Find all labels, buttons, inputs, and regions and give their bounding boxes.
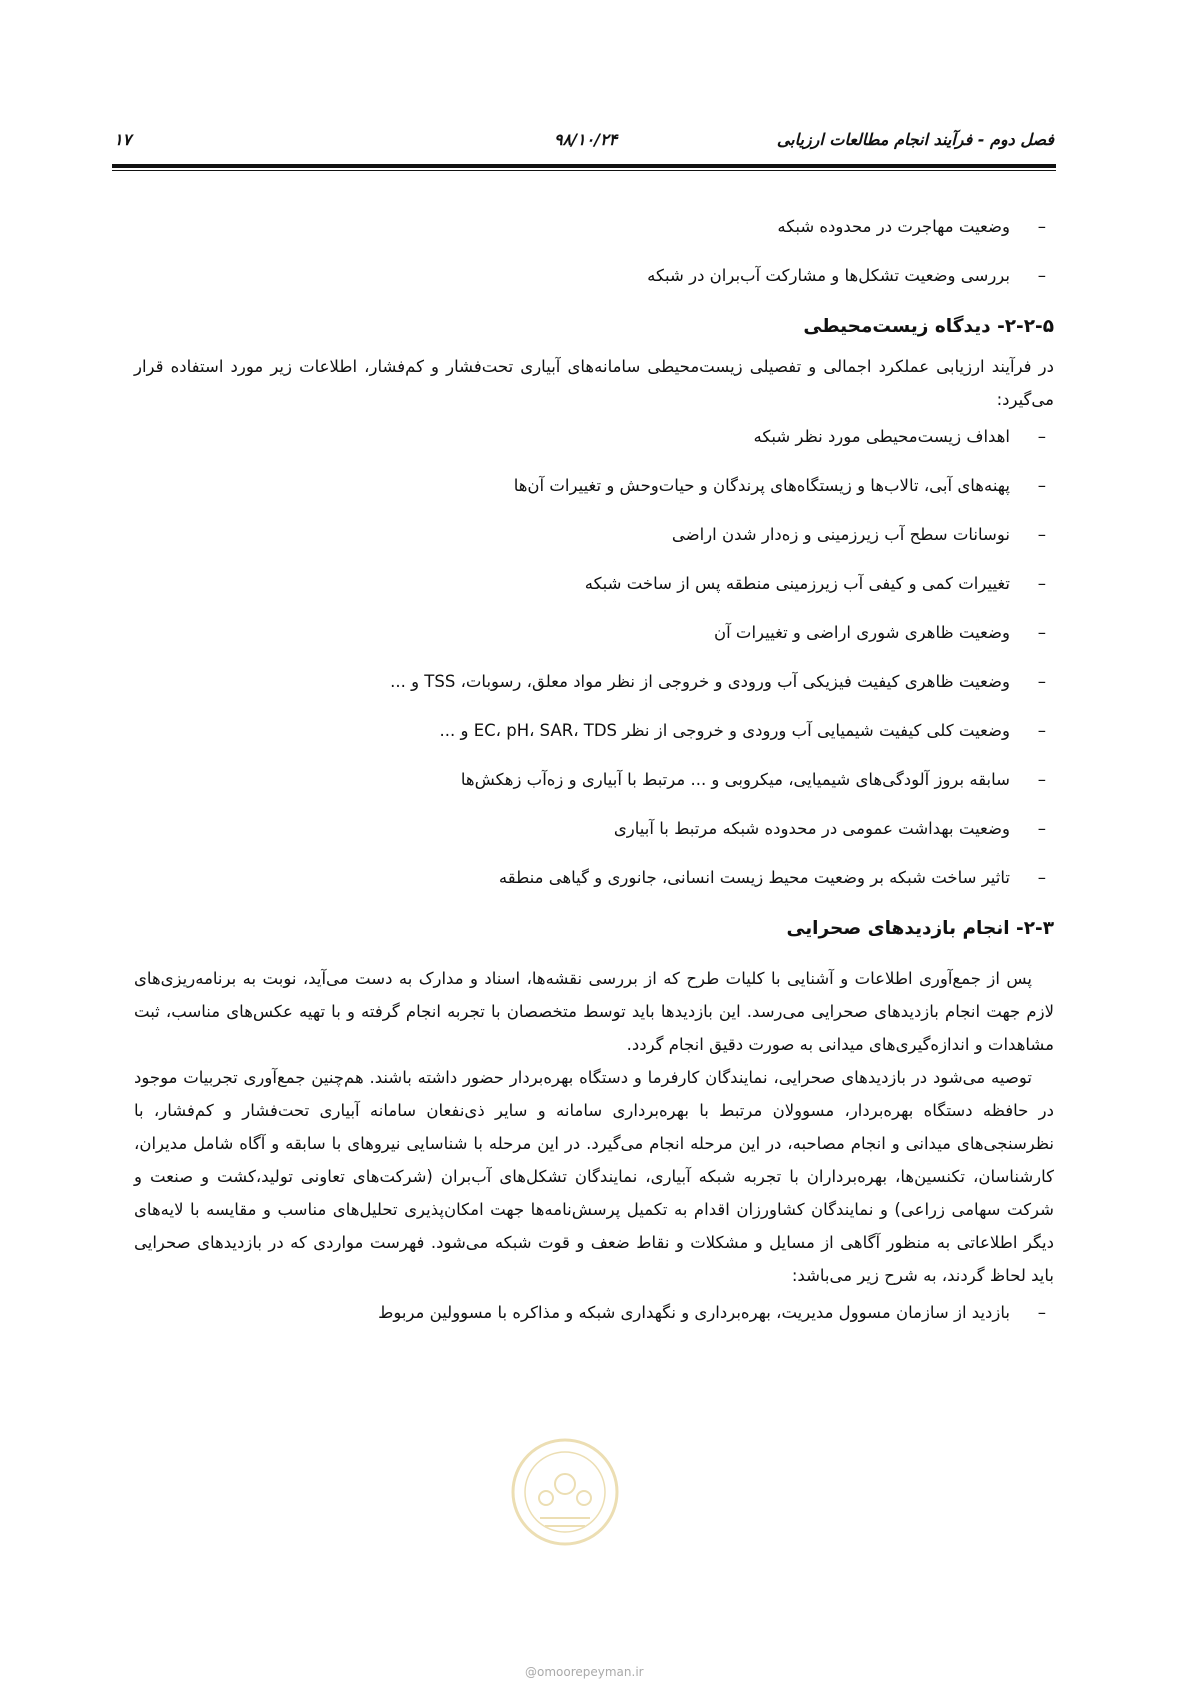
migration-list	[134, 214, 1054, 288]
dash-icon: –	[1037, 770, 1046, 789]
dash-icon: –	[1037, 1303, 1046, 1322]
dash-icon: –	[1037, 721, 1046, 740]
environment-intro: در فرآیند ارزیابی عملکرد اجمالی و تفصیلی زیست‌محیطی سامانه‌های آبیاری تحت‌فشار و کم‌فشار، اطلاعات زیر مورد استفاده قرار می‌گیرد:	[134, 357, 1054, 409]
dash-icon: –	[1037, 623, 1046, 642]
list-item: – وضعیت بهداشت عمومی در محدوده شبکه مرتبط با آبیاری	[134, 816, 1054, 841]
list-item: – وضعیت ظاهری شوری اراضی و تغییرات آن	[134, 620, 1054, 645]
list-item: – وضعیت ظاهری کیفیت فیزیکی آب ورودی و خروجی از نظر مواد معلق، رسوبات، TSS و ...	[134, 669, 1054, 694]
list-item: – پهنه‌های آبی، تالاب‌ها و زیستگاه‌های پرندگان و حیات‌وحش و تغییرات آن‌ها	[134, 473, 1054, 498]
dash-icon: –	[1037, 266, 1046, 285]
list-item: – وضعیت مهاجرت در محدوده شبکه	[134, 214, 1054, 239]
field-visits-list	[134, 1300, 1054, 1325]
dash-icon: –	[1037, 574, 1046, 593]
list-item: – سابقه بروز آلودگی‌های شیمیایی، میکروبی و ... مرتبط با آبیاری و زه‌آب زهکش‌ها	[134, 767, 1054, 792]
page-number: ۱۷	[114, 130, 132, 149]
field-visits-para2: توصیه می‌شود در بازدیدهای صحرایی، نمایندگان کارفرما و دستگاه بهره‌بردار حضور داشته باشند. هم‌چنین جمع‌آوری تجربیات موجود در حافظه دستگاه بهره‌بردار، مسوولان مرتبط با بهره‌برداری سامانه و سایر ذی‌نفعان سامانه آبیاری تحت‌فشار و کم‌فشار، با نظرسنجی‌های میدانی و انجام مصاحبه، در این مرحله انجام می‌گیرد. در این مرحله با شناسایی نیروهای با سابقه و آگاه شامل مدیران، کارشناسان، تکنسین‌ها، بهره‌برداران با تجربه شبکه آبیاری، نمایندگان تشکل‌های آب‌بران (شرکت‌های تعاونی تولید،کشت و صنعت و شرکت سهامی زراعی) و نمایندگان کشاورزان اقدام به تکمیل پرسش‌نامه‌ها جهت امکان‌پذیری تحلیل‌های مناسب و مقایسه با لایه‌های دیگر اطلاعاتی به منظور آگاهی از مسایل و مشکلات و نقاط ضعف و قوت شبکه می‌شود. فهرست مواردی که در بازدیدهای صحرایی باید لحاظ گردند، به شرح زیر می‌باشد:	[134, 1068, 1054, 1285]
section-heading-field-visits: ۲-۳- انجام بازدیدهای صحرایی	[786, 918, 1054, 939]
list-item: – نوسانات سطح آب زیرزمینی و زه‌دار شدن اراضی	[134, 522, 1054, 547]
watermark-site: @omoorepeyman.ir	[525, 1665, 644, 1679]
dash-icon: –	[1037, 672, 1046, 691]
dash-icon: –	[1037, 525, 1046, 544]
field-visits-para1: پس از جمع‌آوری اطلاعات و آشنایی با کلیات طرح که از بررسی نقشه‌ها، اسناد و مدارک به دست می‌آید، نوبت به برنامه‌ریزی‌های لازم جهت انجام بازدیدهای صحرایی می‌رسد. این بازدیدها باید توسط متخصصان با تجربه انجام گرفته و با تهیه عکس‌های مناسب، ثبت مشاهدات و اندازه‌گیری‌های میدانی به صورت دقیق انجام گردد.	[134, 969, 1054, 1054]
list-item: – بازدید از سازمان مسوول مدیریت، بهره‌برداری و نگهداری شبکه و مذاکره با مسوولین مربوط	[134, 1300, 1054, 1325]
page-header	[114, 130, 1054, 154]
list-item: – اهداف زیست‌محیطی مورد نظر شبکه	[134, 424, 1054, 449]
list-item: – تاثیر ساخت شبکه بر وضعیت محیط زیست انسانی، جانوری و گیاهی منطقه	[134, 865, 1054, 890]
section-heading-environment: ۲-۲-۵- دیدگاه زیست‌محیطی	[803, 316, 1054, 337]
dash-icon: –	[1037, 476, 1046, 495]
page-content	[134, 214, 1054, 1349]
environment-list	[134, 424, 1054, 890]
header-rule-thin	[112, 170, 1056, 171]
list-item: – بررسی وضعیت تشکل‌ها و مشارکت آب‌بران در شبکه	[134, 263, 1054, 288]
watermark-seal-logo	[510, 1418, 620, 1566]
dash-icon: –	[1037, 819, 1046, 838]
header-date: ۹۸/۱۰/۲۴	[554, 130, 618, 149]
list-item: – وضعیت کلی کیفیت شیمیایی آب ورودی و خروجی از نظر EC، pH، SAR، TDS و ...	[134, 718, 1054, 743]
dash-icon: –	[1037, 868, 1046, 887]
chapter-title: فصل دوم - فرآیند انجام مطالعات ارزیابی	[776, 130, 1054, 149]
dash-icon: –	[1037, 427, 1046, 446]
header-rule-thick	[112, 164, 1056, 168]
list-item: – تغییرات کمی و کیفی آب زیرزمینی منطقه پس از ساخت شبکه	[134, 571, 1054, 596]
dash-icon: –	[1037, 217, 1046, 236]
